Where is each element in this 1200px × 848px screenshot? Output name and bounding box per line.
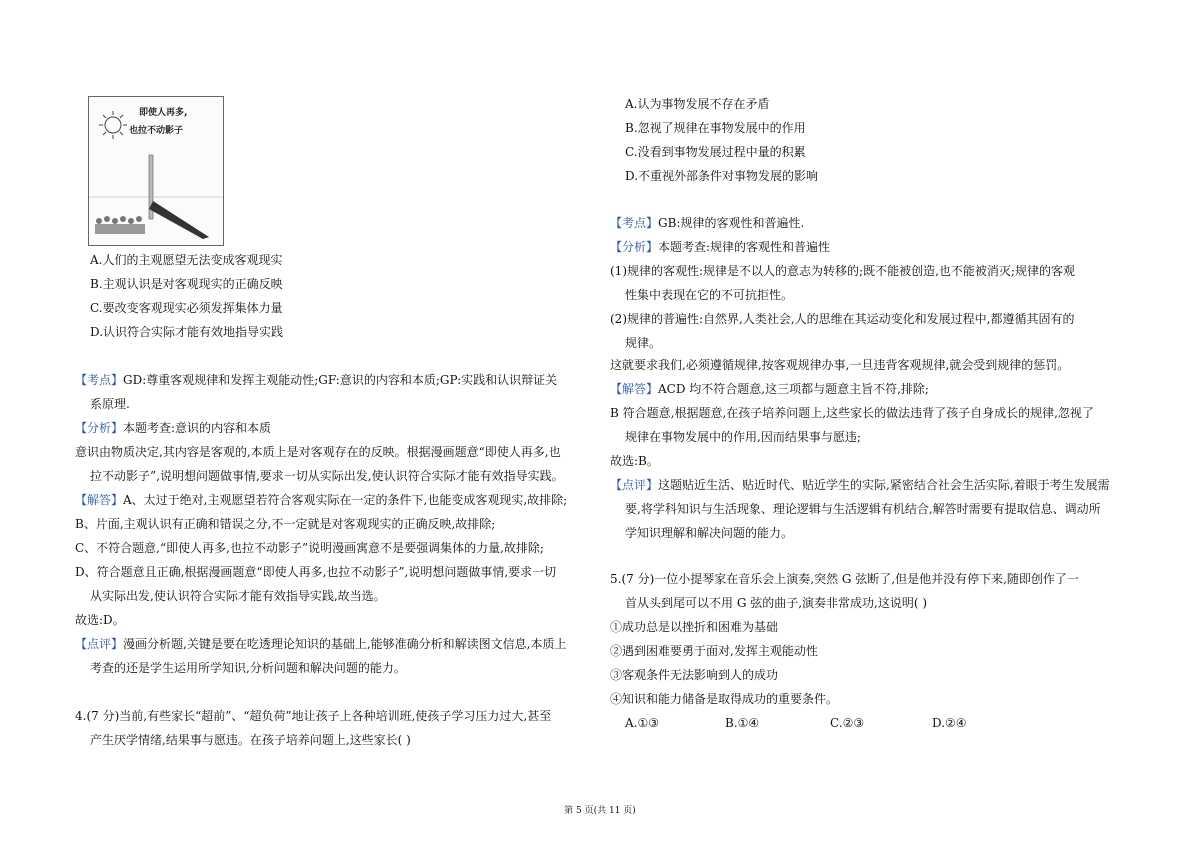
r-jieda-text-1: ACD 均不符合题意,这三项都与题意主旨不符,排除; [658,382,929,396]
q5-item-2: ②遇到困难要勇于面对,发挥主观能动性 [610,644,818,658]
r-answer-line: 故选:B。 [610,454,659,468]
r-dianping-line-3: 学知识理解和解决问题的能力。 [625,526,794,540]
kaodian-tag: 【考点】 [75,373,124,387]
q3-option-a: A.人们的主观愿望无法变成客观现实 [90,253,283,267]
r-kaodian-text: GB:规律的客观性和普遍性. [658,216,805,230]
r-fenxi-line-6: 这就要求我们,必须遵循规律,按客观规律办事,一旦违背客观规律,就会受到规律的惩罚。 [610,358,1070,372]
q4-stem-2: 产生厌学情绪,结果事与愿违。在孩子培养问题上,这些家长( ) [90,733,411,747]
q5-item-1: ①成功总是以挫折和困难为基础 [610,620,779,634]
q4-option-a: A.认为事物发展不存在矛盾 [625,97,770,111]
q5-item-4: ④知识和能力储备是取得成功的重要条件。 [610,692,839,706]
dianping-line-1 [75,634,566,654]
jieda-line-1 [75,490,567,510]
jieda-line-3: C、不符合题意,“即使人再多,也拉不动影子”说明漫画寓意不是要强调集体的力量,故排除; [75,541,544,555]
r-fenxi-line-4: (2)规律的普遍性:自然界,人类社会,人的思维在其运动变化和发展过程中,都遵循其固有的 [610,312,1075,326]
cartoon-drawing [89,97,223,245]
dianping-tag: 【点评】 [75,637,124,651]
jieda-tag: 【解答】 [75,493,124,507]
crowd-group [95,216,145,234]
dianping-text-1: 漫画分析题,关键是要在吃透理论知识的基础上,能够准确分析和解读图文信息,本质上 [123,637,567,651]
kaodian-text-1: GD:尊重客观规律和发挥主观能动性;GF:意识的内容和本质;GP:实践和认识辩证关 [123,373,558,387]
q5-choice-c: C.②③ [830,716,865,730]
r-kaodian-tag: 【考点】 [610,216,659,230]
q4-option-d: D.不重视外部条件对事物发展的影响 [625,169,819,183]
cartoon-figure [88,96,224,246]
page-footer: 第 5 页(共 11 页) [564,806,636,816]
q5-stem-2: 首从头到尾可以不用 G 弦的曲子,演奏非常成功,这说明( ) [625,596,928,610]
cartoon-caption-2: 也拉不动影子 [129,126,184,136]
q5-choice-d: D.②④ [932,716,967,730]
r-jieda-line-1 [610,379,929,399]
q3-option-c: C.要改变客观现实必须发挥集体力量 [90,301,283,315]
r-fenxi-line-5: 规律。 [625,336,662,350]
kaodian-line-2: 系原理. [90,397,130,411]
fenxi-line-1 [75,418,271,438]
q3-option-d: D.认识符合实际才能有效地指导实践 [90,325,284,339]
jieda-line-2: B、片面,主观认识有正确和错误之分,不一定就是对客观现实的正确反映,故排除; [75,517,496,531]
r-jieda-tag: 【解答】 [610,382,659,396]
fenxi-text-1: 本题考查:意识的内容和本质 [123,421,272,435]
q3-option-b: B.主观认识是对客观现实的正确反映 [90,277,283,291]
answer-line: 故选:D。 [75,613,125,627]
r-dianping-tag: 【点评】 [610,478,659,492]
r-fenxi-line-3: 性集中表现在它的不可抗拒性。 [625,288,794,302]
kaodian-line-1 [75,370,557,390]
r-dianping-text-1: 这题贴近生活、贴近时代、贴近学生的实际,紧密结合社会生活实际,着眼于考生发展需 [658,478,1110,492]
r-fenxi-text-1: 本题考查:规律的客观性和普遍性 [658,240,831,254]
dianping-line-2: 考查的还是学生运用所学知识,分析问题和解决问题的能力。 [90,661,406,675]
jieda-line-4: D、符合题意且正确,根据漫画题意“即使人再多,也拉不动影子”,说明想问题做事情,要求一切 [75,565,557,579]
sun-icon [99,111,127,139]
q4-option-c: C.没看到事物发展过程中量的积累 [625,145,806,159]
q5-choice-a: A.①③ [625,716,659,730]
r-fenxi-line-1 [610,237,830,257]
q5-choice-b: B.①④ [725,716,760,730]
q4-stem-1: 4.(7 分)当前,有些家长“超前”、“超负荷”地让孩子上各种培训班,使孩子学习压力过大,甚至 [75,709,552,723]
r-jieda-line-3: 规律在事物发展中的作用,因而结果事与愿违; [625,430,861,444]
r-dianping-line-1 [610,475,1110,495]
cartoon-caption-1: 即使人再多, [139,108,188,118]
r-kaodian-line [610,213,804,233]
q5-stem-1: 5.(7 分)一位小提琴家在音乐会上演奏,突然 G 弦断了,但是他并没有停下来,随即创作了一 [610,572,1079,586]
fenxi-line-2: 意识由物质决定,其内容是客观的,本质上是对客观存在的反映。根据漫画题意“即使人再多,也 [75,445,561,459]
r-dianping-line-2: 要,将学科知识与生活现象、理论逻辑与生活逻辑有机结合,解答时需要有提取信息、调动所 [625,502,1101,516]
shadow-shape [149,201,209,239]
jieda-text-1: A、太过于绝对,主观愿望若符合客观实际在一定的条件下,也能变成客观现实,故排除; [123,493,568,507]
jieda-line-5: 从实际出发,使认识符合实际才能有效指导实践,故当选。 [90,589,386,603]
r-fenxi-line-2: (1)规律的客观性:规律是不以人的意志为转移的;既不能被创造,也不能被消灭;规律的客观 [610,264,1075,278]
r-fenxi-tag: 【分析】 [610,240,659,254]
q5-item-3: ③客观条件无法影响到人的成功 [610,668,779,682]
fenxi-line-3: 拉不动影子”,说明想问题做事情,要求一切从实际出发,使认识符合实际才能有效指导实践。 [90,469,564,483]
q4-option-b: B.忽视了规律在事物发展中的作用 [625,121,806,135]
r-jieda-line-2: B 符合题意,根据题意,在孩子培养问题上,这些家长的做法违背了孩子自身成长的规律,忽视了 [610,406,1094,420]
fenxi-tag: 【分析】 [75,421,124,435]
